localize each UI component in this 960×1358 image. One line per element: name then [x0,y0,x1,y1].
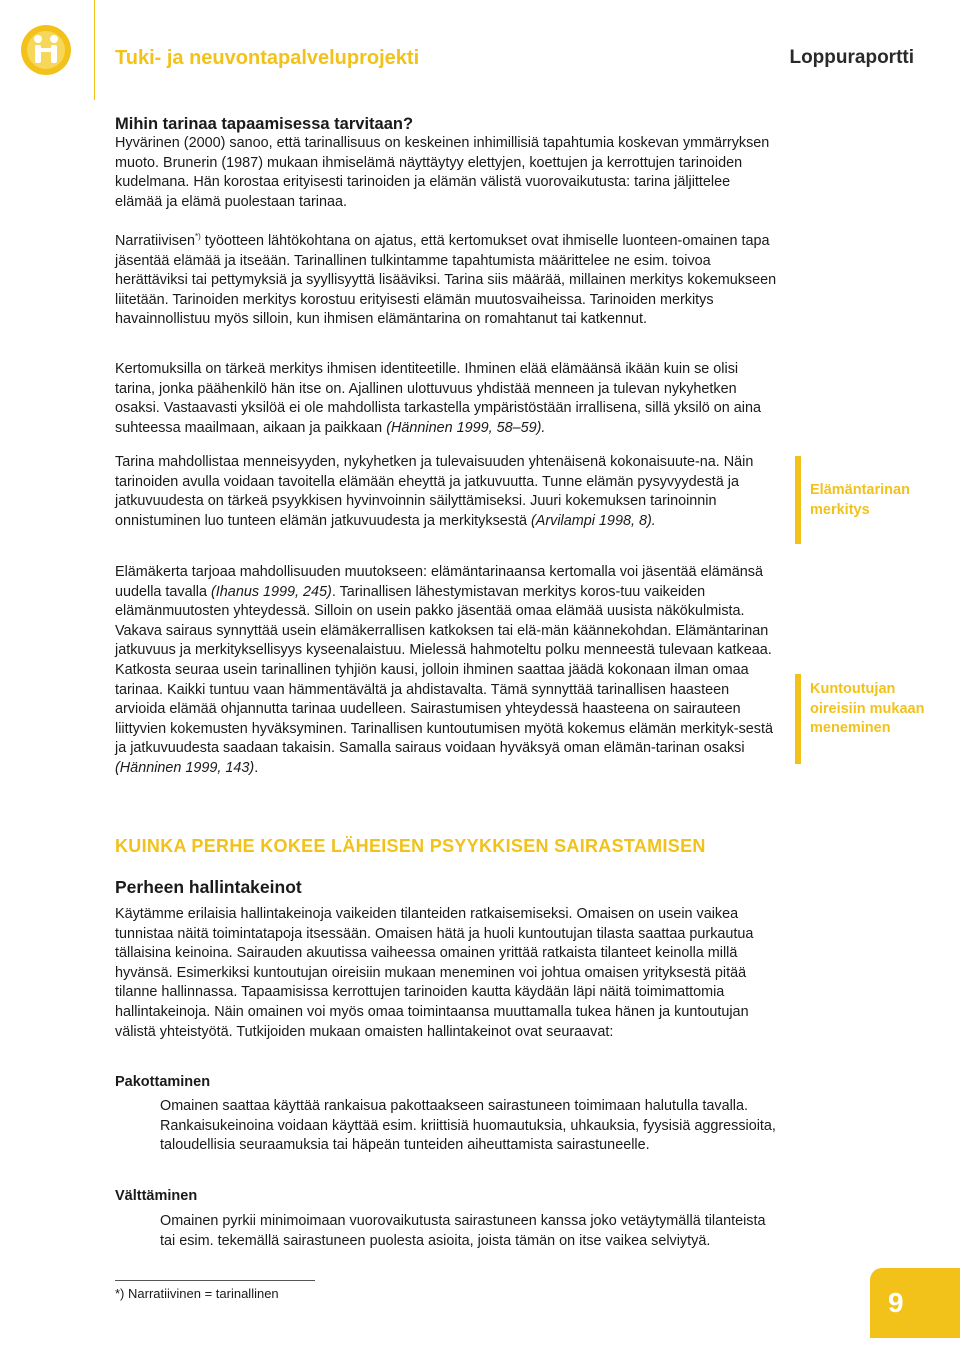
side-note-2-text: Kuntoutujan oireisiin mukaan meneminen [810,681,925,736]
p5-citation-1: (Ihanus 1999, 245) [211,583,332,600]
intro-heading: Mihin tarinaa tapaamisessa tarvitaan? [115,115,414,133]
intro-paragraph-1: Hyvärinen (2000) sanoo, että tarinallisuus on keskeinen inhimillisiä tapahtumia koskevan ymmärryksen muoto. Brunerin (1987) mukaan ihmiselämä näyttäytyy elettyjen, koettujen ja kerrottujen tarinoiden kudelmana. Hän korostaa erityisesti tarinoiden ja elämän välistä vuorovaikutusta: tarina jäljittelee elämää ja elämä puolestaan tarinaa. [115,135,770,210]
footnote-divider [115,1280,315,1281]
section-title: KUINKA PERHE KOKEE LÄHEISEN PSYYKKISEN SAIRASTAMISEN [115,836,706,856]
p5-text-c: . [254,759,259,776]
item-valttaminen-title: Välttäminen [115,1188,198,1204]
intro-paragraph-3 [115,360,780,438]
side-note-1-text: Elämäntarinan merkitys [810,482,910,518]
section-subtitle: Perheen hallintakeinot [115,877,302,897]
intro-paragraph-4 [115,453,780,531]
item-pakottaminen-title: Pakottaminen [115,1074,211,1090]
p4-citation: (Arvilampi 1998, 8). [530,512,656,529]
p5-text-b: . Tarinallisen lähestymistavan merkitys koros-tuu vaikeiden elämänmuutosten yhteydessä. Silloin on usein pakko jäsentää omaa elämää uusista näkökulmista. Vakava sairaus synnyttää usein elämäkerrallisen katkoksen tai elä-män käännekohdan. Elämäntarinan jatkuvuus ja merkityksellisyys kyseenalaistuu. Mielessä hahmoteltu polku menneestä tulevaan katkeaa. Katkosta seuraa usein tarinallinen tyhjiön kausi, jolloin ihminen saattaa jäädä kokonaan ilman omaa tarinaa. Kaikki tuntuu vaan hämmentävältä ja ahdistavalta. Tämä synnyttää tarinallisen haasteen arvioida elämää ohjannutta tarinaa uudelleen. Sairastumisen yhteydessä haasteena on sairauteen liittyvien kokemusten hyväksyminen. Tarinallisen kuntoutumisen myötä kokemus elämän merkityk-sestä ja jatkuvuudesta saadaan takaisin. Samalla sairaus voidaan hyväksyä oman elämän-tarinan osaksi [115,583,773,757]
intro-paragraph-2 [115,232,780,330]
p4-text: Tarina mahdollistaa menneisyyden, nykyhetken ja tulevaisuuden yhtenäisenä kokonaisuute-na. Näin tarinoiden avulla voidaan tavoitella elämään eheyttä ja jatkuvuutta. Tunne elämän pysyvyydestä ja jatkuvuudesta on tärkeä psyykkisen hyvinvoinnin säilyttämiseksi. Juuri kokemuksen tarinoinnin onnistuminen luo tunteen elämän jatkuvuudesta ja merkityksestä [115,454,754,529]
p2-text-b: työotteen lähtökohtana on ajatus, että kertomukset ovat ihmiselle luonteen-omainen tapa jäsentää elämää ja itseään. Tarinallinen tulkintamme tapahtumista määrittelee ne esim. toivoa herättäviksi tai pettymyksiä ja syyllisyyttä lisääviksi. Tarina siis määrää, millainen merkitys kokemukseen liitetään. Tarinoiden merkitys korostuu erityisesti elämän muutosvaiheissa. Tarinoiden merkitys havainnollistuu myös silloin, kun ihmisen elämäntarina on romahtanut tai katkennut. [115,233,777,328]
side-note-elamantarina [795,456,935,544]
intro-paragraph-5 [115,563,780,779]
header-report-label: Loppuraportti [789,47,914,68]
section-paragraph-1-text: Käytämme erilaisia hallintakeinoja vaikeiden tilanteiden ratkaisemiseksi. Omaisen on usein vaikea tunnistaa näitä toimintatapoja itsessään. Omaisen hätä ja huoli kuntoutujan tilasta saattaa purkautua tällaisina keinoina. Sairauden akuutissa vaiheessa omainen yrittää ratkaista tilanteet keinolla millä hyvänsä. Esimerkiksi kuntoutujan oireisiin mukaan meneminen voi johtua omaisen yrityksestä pitää tilanne hallinnassa. Tapaamisissa kerrottujen tarinoiden kautta käydään läpi näitä toimimattomia hallintakeinoja. Näin omainen voi myös omaa toimintaansa muuttamalla tukea hänen ja kuntoutujan välistä yhteistyötä. Tutkijoiden mukaan omaisten hallintakeinot ovat seuraavat: [115,906,754,1040]
item-pakottaminen-text: Omainen saattaa käyttää rankaisua pakottaakseen sairastuneen toimimaan halutulla tavalla. Rankaisukeinoina voidaan käyttää esim. kriittisiä huomautuksia, uhkauksia, fyysisiä aggressioita, taloudellisia seuraamuksia tai häpeän tunteiden aiheuttamista sairastuneelle. [160,1098,776,1154]
p3-text: Kertomuksilla on tärkeä merkitys ihmisen identiteetille. Ihminen elää elämäänsä ikään kuin se olisi tarina, jonka päähenkilö hän itse on. Ajallinen ulottuvuus yhdistää menneen ja tulevan nykyhetken osaksi. Vastaavasti yksilöä ei ole mahdollista tarkastella ympäristöstään irrallisena, sillä yksilö on aina suhteessa maailmaan, aikaan ja paikkaan [115,361,762,436]
p5-text-a: Elämäkerta tarjoaa mahdollisuuden muutokseen: elämäntarinaansa kertomalla voi jäsentää elämänsä uudella tavalla [115,564,763,600]
page-number: 9 [870,1268,960,1338]
p5-citation-2: (Hänninen 1999, 143) [115,759,255,776]
section-paragraph-1 [115,905,780,1042]
intro-heading-block [115,114,780,212]
footnote-marker: *) [194,232,201,242]
item-valttaminen-text: Omainen pyrkii minimoimaan vuorovaikutusta sairastuneen kanssa joko vetäytymällä tilanteista tai esim. tekemällä sairastuneen puolesta asioita, joista tämän on itse vaikea selviytyä. [160,1213,766,1249]
header-title: Tuki- ja neuvontapalveluprojekti [115,47,420,69]
p2-text-a: Narratiivisen [115,233,195,249]
project-logo-icon [20,24,72,76]
side-note-kuntoutujan [795,674,935,764]
footnote: *) Narratiivinen = tarinallinen [115,1286,279,1301]
header-divider [94,0,95,100]
p3-citation: (Hänninen 1999, 58–59). [386,419,546,436]
